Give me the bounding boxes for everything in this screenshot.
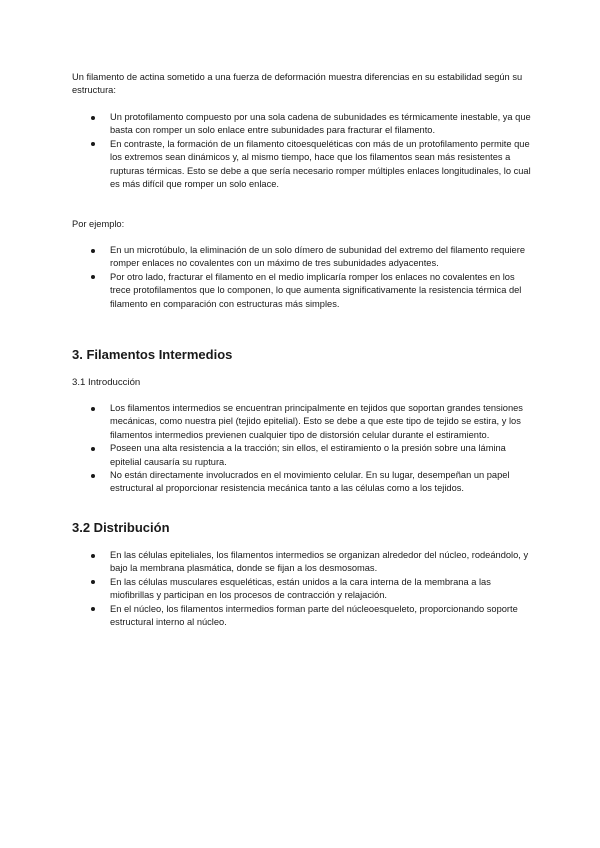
- section-3-1-heading: 3.1 Introducción: [72, 377, 141, 388]
- section-3-title: 3. Filamentos Intermedios: [72, 347, 233, 362]
- intro-list: [72, 402, 532, 496]
- list-item: En las células musculares esqueléticas, están unidos a la cara interna de la membrana a las miofibrillas y participan en los procesos de contracción y relajación.: [72, 576, 532, 603]
- list-item: En contraste, la formación de un filamento citoesqueléticas con más de un protofilamento permite que los extremos sean dinámicos y, al mismo tiempo, hace que los filamentos sean más resistentes a rupturas térmicas. Esto se debe a que sería necesario romper múltiples enlaces longitudinales, lo cual es más difícil que romper un solo enlace.: [72, 138, 532, 192]
- list-item: No están directamente involucrados en el movimiento celular. En su lugar, desempeñan un papel estructural al proporcionar resistencia mecánica tanto a las células como a los tejidos.: [72, 469, 532, 496]
- example-list: [72, 244, 532, 311]
- list-item: Un protofilamento compuesto por una sola cadena de subunidades es térmicamente inestable, ya que basta con romper un solo enlace entre subunidades para fracturar el filamento.: [72, 111, 532, 138]
- intro-paragraph: Un filamento de actina sometido a una fuerza de deformación muestra diferencias en su estabilidad según su estructura:: [72, 72, 523, 96]
- list-item: En un microtúbulo, la eliminación de un solo dímero de subunidad del extremo del filamento requiere romper enlaces no covalentes con un máximo de tres subunidades adyacentes.: [72, 244, 532, 271]
- list-item: En las células epiteliales, los filamentos intermedios se organizan alrededor del núcleo, rodeándolo, y bajo la membrana plasmática, donde se fijan a los desmosomas.: [72, 549, 532, 576]
- list-item: Por otro lado, fracturar el filamento en el medio implicaría romper los enlaces no covalentes en los trece protofilamentos que lo componen, lo que aumenta significativamente la resistencia térmica del filamento en comparación con estructuras más simples.: [72, 271, 532, 311]
- section-3-2-title: 3.2 Distribución: [72, 520, 170, 535]
- list-item: Los filamentos intermedios se encuentran principalmente en tejidos que soportan grandes tensiones mecánicas, como nuestra piel (tejido epitelial). Esto se debe a que este tipo de tejido se estira, y los filamentos intermedios previenen cualquier tipo de distorsión celular durante el estiramiento.: [72, 402, 532, 442]
- list-item: En el núcleo, los filamentos intermedios forman parte del núcleoesqueleto, proporcionando soporte estructural interno al núcleo.: [72, 603, 532, 630]
- stability-list: [72, 111, 532, 191]
- example-label: Por ejemplo:: [72, 219, 125, 229]
- list-item: Poseen una alta resistencia a la tracción; sin ellos, el estiramiento o la presión sobre una lámina epitelial causaría su ruptura.: [72, 442, 532, 469]
- distribution-list: [72, 549, 532, 629]
